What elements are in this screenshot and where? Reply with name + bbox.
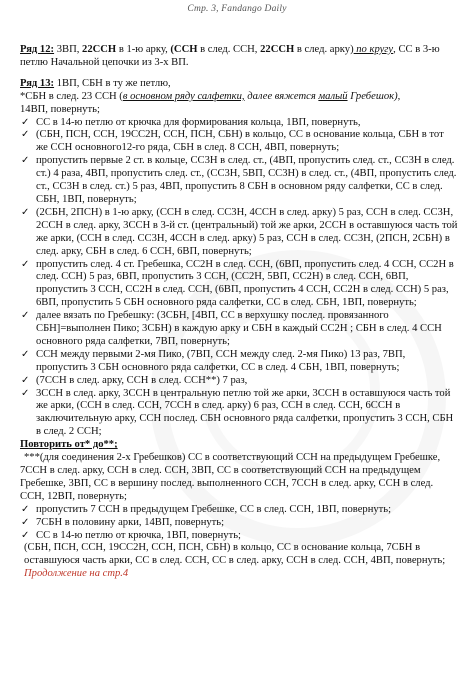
page-header: Стр. 3, Fandango Daily	[187, 4, 287, 14]
list-item: ✓ далее вязать по Гребешку: (3СБН, [4ВП, СС в верхушку послед. провязанного СБН]=выполнен Пико; 3СБН) в каждую арку и СБН в каждый СС2Н ; СБН в след. 4 ССН основного ряда салфетки, 7ВП, повернуть;	[21, 310, 442, 347]
checkmark-icon: ✓	[21, 206, 30, 218]
list-item: ✓ ССН между первыми 2-мя Пико, (7ВП, ССН между след. 2-мя Пико) 13 раз, 7ВП, пропустить 3 СБН основного ряда салфетки, СС в след. 4 СБН, 1ВП, повернуть;	[21, 348, 406, 373]
checkmark-icon: ✓	[21, 529, 30, 541]
checkmark-icon: ✓	[21, 374, 30, 386]
final-paragraph: (СБН, ПСН, ССН, 19СС2Н, ССН, ПСН, СБН) в кольцо, СС в основание кольца, 7СБН в оставшуюся часть арки, СС в след. ССН, СС в след. арку, ССН в след. ССН, 4ВП, повернуть; Продолжение на стр.4	[24, 542, 446, 580]
checkmark-icon: ✓	[21, 116, 30, 128]
content	[20, 44, 458, 581]
list-item: ✓ (7ССН в след. арку, ССН в след. ССН**) 7 раз,	[21, 374, 248, 386]
step-list-2	[20, 504, 458, 543]
checkmark-icon: ✓	[21, 258, 30, 270]
row-13-label: Ряд 13:	[20, 77, 55, 89]
continuation-note: Продолжение на стр.4	[24, 568, 129, 580]
list-item: ✓ СС в 14-ю петлю от крючка, 1ВП, повернуть;	[21, 529, 241, 541]
checkmark-icon: ✓	[21, 516, 30, 528]
list-item: ✓ 7СБН в половину арки, 14ВП, повернуть;	[21, 516, 225, 528]
list-item: ✓ (СБН, ПСН, ССН, 19СС2Н, ССН, ПСН, СБН) в кольцо, СС в основание кольца, СБН в тот же ССН основного12-го ряда, СБН в след. 8 ССН, 4ВП, повернуть;	[21, 129, 444, 154]
row-13: Ряд 13: 1ВП, СБН в ту же петлю, *СБН в след. 23 ССН (в основном ряду салфетки, далее вяжется малый Гребешок), 14ВП, повернуть;	[20, 77, 401, 115]
list-item: ✓ пропустить 7 ССН в предыдущем Гребешке, СС в след. ССН, 1ВП, повернуть;	[21, 503, 392, 515]
list-item: ✓ пропустить первые 2 ст. в кольце, СС3Н в след. ст., (4ВП, пропустить след. ст., СС3Н в след. ст.) 4 раза, 4ВП, пропустить след. ст., (СС3Н, 5ВП, СС3Н) в след. ст., (4ВП, пропустить след. ст., СС3Н в след. ст.) 5 раз, 4ВП, пропустить 8 СБН в основном ряду салфетки, СС в след. СБН, 1ВП, повернуть;	[21, 155, 457, 205]
step-list	[20, 117, 458, 440]
repeat-section: Повторить от* до**; ***(для соединения 2-х Гребешков) СС в соответствующий ССН на предыдущем Гребешке, 7ССН в след. арку, ССН в след. ССН, 3ВП, СС в соответствующий ССН на предыдущем Гребешке, 3ВП, СС в вершину послед. выполненного ССН, 7ССН в след. арку, ССН в след. ССН, 12ВП, повернуть;	[20, 439, 441, 502]
checkmark-icon: ✓	[21, 387, 30, 399]
list-item: ✓ СС в 14-ю петлю от крючка для формирования кольца, 1ВП, повернуть,	[21, 116, 361, 128]
list-item: ✓ 3ССН в след. арку, 3ССН в центральную петлю той же арки, 3ССН в оставшуюся часть той же арки, (ССН в след. ССН, 7ССН в след. арку) 6 раз, ССН в след. ССН, 6ССН в заключительную арку, ССН послед. СБН основного ряда салфетки, пропустить 3 ССН, СБН в след. 2 ССН;	[21, 387, 454, 438]
list-item: ✓ пропустить след. 4 ст. Гребешка, СС2Н в след. ССН, (6ВП, пропустить след. 4 ССН, СС2Н в след. ССН) 5 раз, 6ВП, пропустить 3 ССН, (СС2Н, 5ВП, СС2Н) в след. ССН, 6ВП, пропустить 3 ССН, СС2Н в след. ССН, (6ВП, пропустить 4 ССН, СС2Н в след. ССН) 5 раз, 6ВП, пропустить 5 СБН основного ряда салфетки, СС в след. СБН, 1ВП, повернуть;	[21, 258, 454, 309]
repeat-label: Повторить от* до**;	[20, 439, 118, 451]
row-12: Ряд 12: 3ВП, 22ССН в 1-ю арку, (ССН в след. ССН, 22ССН в след. арку) по кругу, СС в 3-ю петлю Начальной цепочки из 3-х ВП.	[20, 44, 440, 68]
list-item: ✓ (2СБН, 2ПСН) в 1-ю арку, (ССН в след. СС3Н, 4ССН в след. арку) 5 раз, ССН в след. СС3Н, 2ССН в след. арку, 3ССН в 3-й ст. (центральный) той же арки, 2ССН в оставшуюся часть той же арки, (ССН в след. СС3Н, 4ССН в след. арку) 5 раз, ССН в след. СС3Н, (2ПСН, 2СБН) в след. арку, СБН в след. 6 ССН, 6ВП, повернуть;	[21, 206, 458, 257]
checkmark-icon: ✓	[21, 129, 30, 141]
checkmark-icon: ✓	[21, 310, 30, 322]
checkmark-icon: ✓	[21, 503, 30, 515]
checkmark-icon: ✓	[21, 348, 30, 360]
row-12-label: Ряд 12:	[20, 44, 55, 55]
checkmark-icon: ✓	[21, 155, 30, 167]
